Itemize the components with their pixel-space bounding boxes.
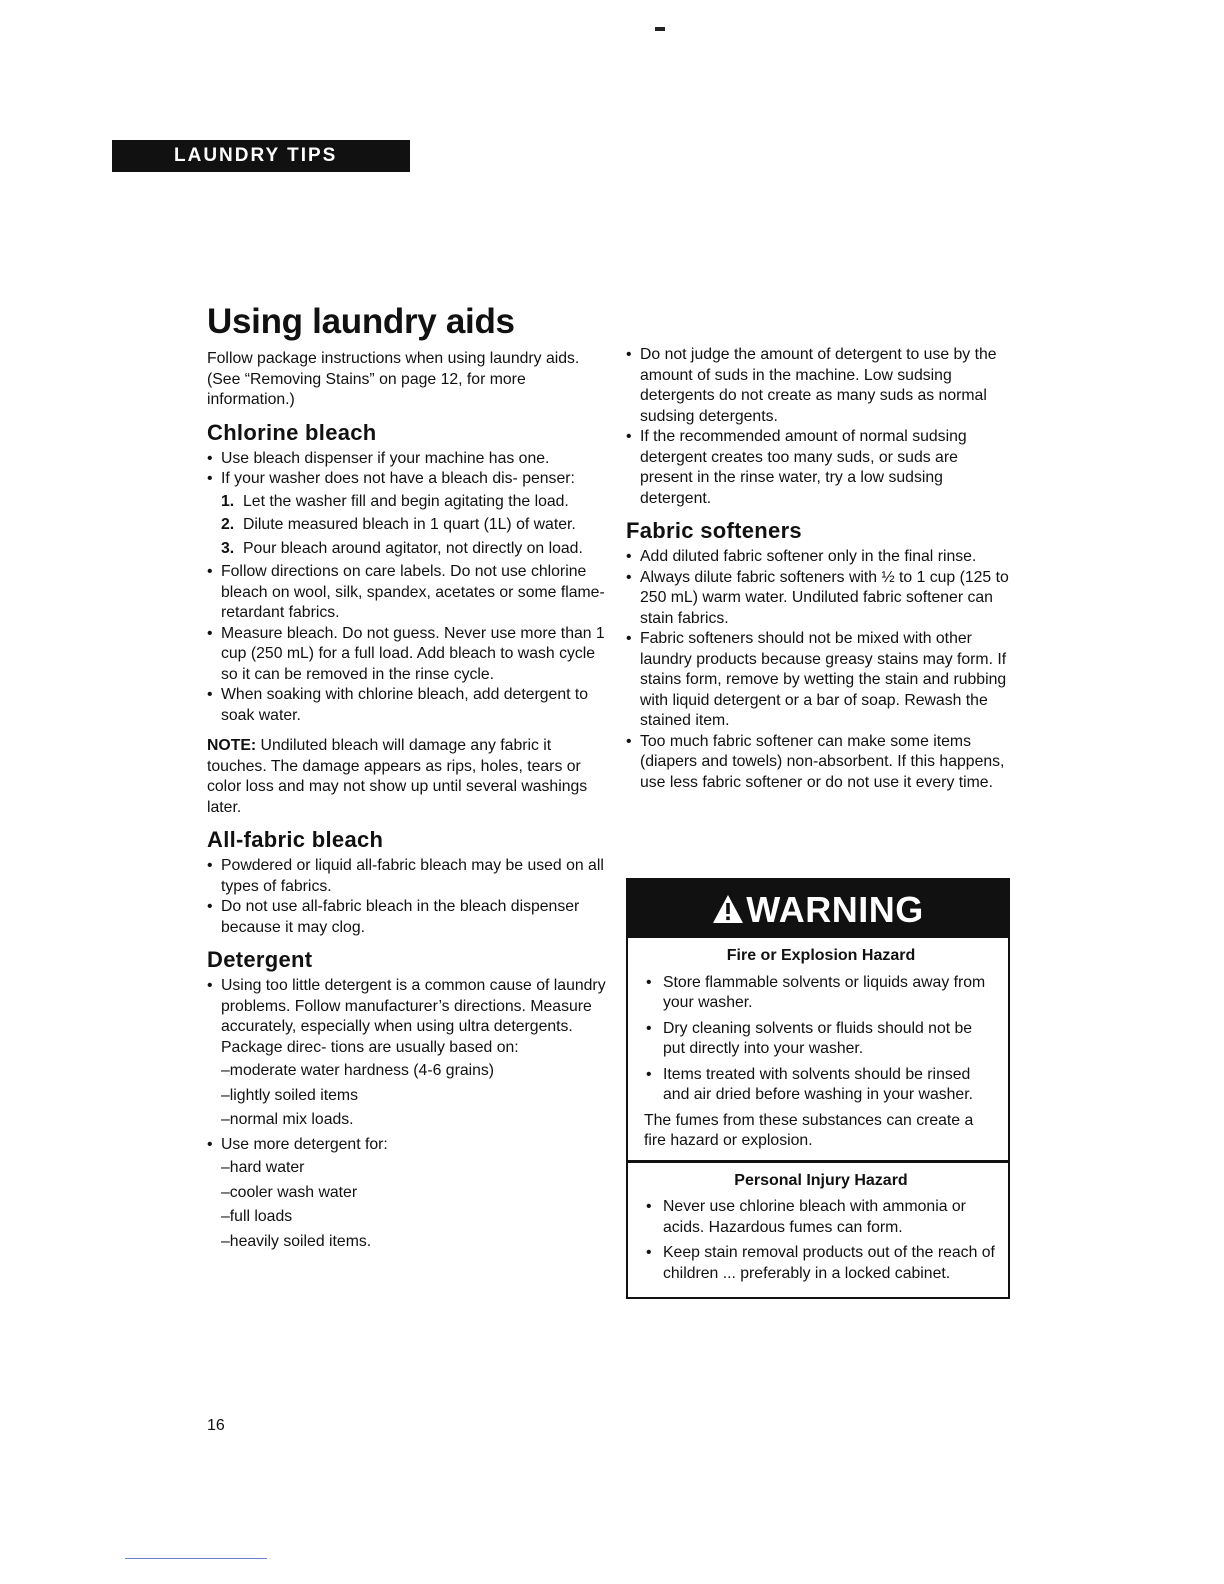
more-detergent-list	[221, 1158, 607, 1252]
warning-title: WARNING	[746, 889, 924, 930]
list-item: • Measure bleach. Do not guess. Never use more than 1 cup (250 mL) for a full load. Add bleach to wash cycle so it can be removed in the rinse cycle.	[207, 624, 607, 686]
list-item-text: Using too little detergent is a common cause of laundry problems. Follow manufacturer’s directions. Measure accurately, especially when using ultra detergents. Package direc- tions are usually based on:	[221, 977, 606, 1056]
dash-item: –normal mix loads.	[221, 1111, 354, 1128]
fire-hazard-footer: The fumes from these substances can create a fire hazard or explosion.	[644, 1111, 974, 1149]
left-column	[207, 300, 607, 1256]
detergent-heading: Detergent	[207, 947, 313, 972]
list-item: • Always dilute fabric softeners with ½ to 1 cup (125 to 250 mL) warm water. Undiluted fabric softener can stain fabrics.	[626, 568, 1011, 630]
list-item: • Too much fabric softener can make some items (diapers and towels) non-absorbent. If this happens, use less fabric softener or do not use it every time.	[626, 732, 1011, 794]
list-item	[207, 469, 607, 559]
list-item: • Add diluted fabric softener only in the final rinse.	[626, 547, 1011, 568]
page-title: Using laundry aids	[207, 302, 515, 341]
step-number: 1.	[221, 492, 235, 510]
top-mark	[655, 27, 665, 31]
step-item	[221, 539, 607, 560]
detergent-list	[207, 976, 607, 1252]
step-text: Pour bleach around agitator, not directly on load.	[243, 539, 583, 557]
step-number: 3.	[221, 539, 235, 557]
warning-triangle-icon	[712, 894, 744, 924]
bleach-note	[207, 736, 607, 818]
note-label: NOTE:	[207, 737, 257, 754]
list-item: • Store flammable solvents or liquids away from your washer.	[644, 973, 998, 1014]
intro-text: Follow package instructions when using laundry aids. (See “Removing Stains” on page 12, for more information.)	[207, 350, 580, 408]
list-item-text: If your washer does not have a bleach dis- penser:	[221, 470, 575, 487]
detergent-list-continued	[626, 345, 1011, 509]
dash-item: –lightly soiled items	[221, 1086, 358, 1104]
step-item	[221, 492, 607, 513]
all-fabric-bleach-list	[207, 856, 607, 938]
list-item: • Fabric softeners should not be mixed with other laundry products because greasy stains may form. If stains form, remove by wetting the stain and rubbing with liquid detergent or a bar of soap. Rewash the stained item.	[626, 629, 1011, 732]
dash-item: –full loads	[221, 1208, 293, 1225]
fire-hazard-section	[628, 938, 1008, 1160]
right-column	[626, 345, 1011, 793]
fabric-softeners-list	[626, 547, 1011, 793]
step-number: 2.	[221, 516, 235, 533]
chlorine-bleach-heading: Chlorine bleach	[207, 419, 377, 445]
list-item: • Keep stain removal products out of the reach of children ... preferably in a locked cabinet.	[644, 1243, 998, 1284]
dash-item: –hard water	[221, 1159, 305, 1176]
dash-item: –cooler wash water	[221, 1183, 358, 1201]
step-text: Dilute measured bleach in 1 quart (1L) of water.	[243, 516, 576, 533]
list-item: • Powdered or liquid all-fabric bleach may be used on all types of fabrics.	[207, 856, 607, 897]
dash-item: –heavily soiled items.	[221, 1232, 372, 1250]
list-item: • Items treated with solvents should be rinsed and air dried before washing in your washer.	[644, 1065, 998, 1106]
list-item: • Do not use all-fabric bleach in the bleach dispenser because it may clog.	[207, 897, 607, 938]
fire-hazard-heading: Fire or Explosion Hazard	[726, 947, 916, 964]
list-item: • When soaking with chlorine bleach, add detergent to soak water.	[207, 685, 607, 726]
list-item: • If the recommended amount of normal sudsing detergent creates too many suds, or suds are present in the rinse water, try a low sudsing detergent.	[626, 427, 1011, 509]
injury-hazard-heading: Personal Injury Hazard	[734, 1171, 908, 1189]
bleach-steps	[221, 492, 607, 560]
step-item	[221, 515, 607, 536]
note-text: Undiluted bleach will damage any fabric it touches. The damage appears as rips, holes, tears or color loss and may not show up until several washings later.	[207, 737, 588, 816]
list-item: • Use bleach dispenser if your machine has one.	[207, 449, 607, 470]
section-header: LAUNDRY TIPS	[112, 140, 410, 172]
dash-item: –moderate water hardness (4-6 grains)	[221, 1062, 495, 1079]
list-item: • Follow directions on care labels. Do not use chlorine bleach on wool, silk, spandex, acetates or some flame-retardant fabrics.	[207, 562, 607, 624]
injury-hazard-section	[628, 1160, 1008, 1298]
footer-rule	[125, 1558, 267, 1559]
list-item	[207, 1135, 607, 1253]
warning-header	[628, 880, 1008, 938]
list-item: • Never use chlorine bleach with ammonia or acids. Hazardous fumes can form.	[644, 1197, 998, 1238]
detergent-basis-list	[221, 1061, 607, 1131]
warning-box	[626, 878, 1010, 1299]
fire-hazard-list	[644, 973, 998, 1106]
list-item: • Dry cleaning solvents or fluids should not be put directly into your washer.	[644, 1019, 998, 1060]
list-item: • Do not judge the amount of detergent to use by the amount of suds in the machine. Low sudsing detergents do not create as many suds as normal sudsing detergents.	[626, 345, 1011, 427]
all-fabric-bleach-heading: All-fabric bleach	[207, 827, 384, 852]
page-number: 16	[207, 1417, 225, 1434]
list-item-text: Use more detergent for:	[221, 1135, 388, 1153]
fabric-softeners-heading: Fabric softeners	[626, 518, 802, 543]
list-item	[207, 976, 607, 1131]
step-text: Let the washer fill and begin agitating the load.	[243, 492, 569, 510]
chlorine-bleach-list	[207, 449, 607, 727]
injury-hazard-list	[644, 1197, 998, 1284]
